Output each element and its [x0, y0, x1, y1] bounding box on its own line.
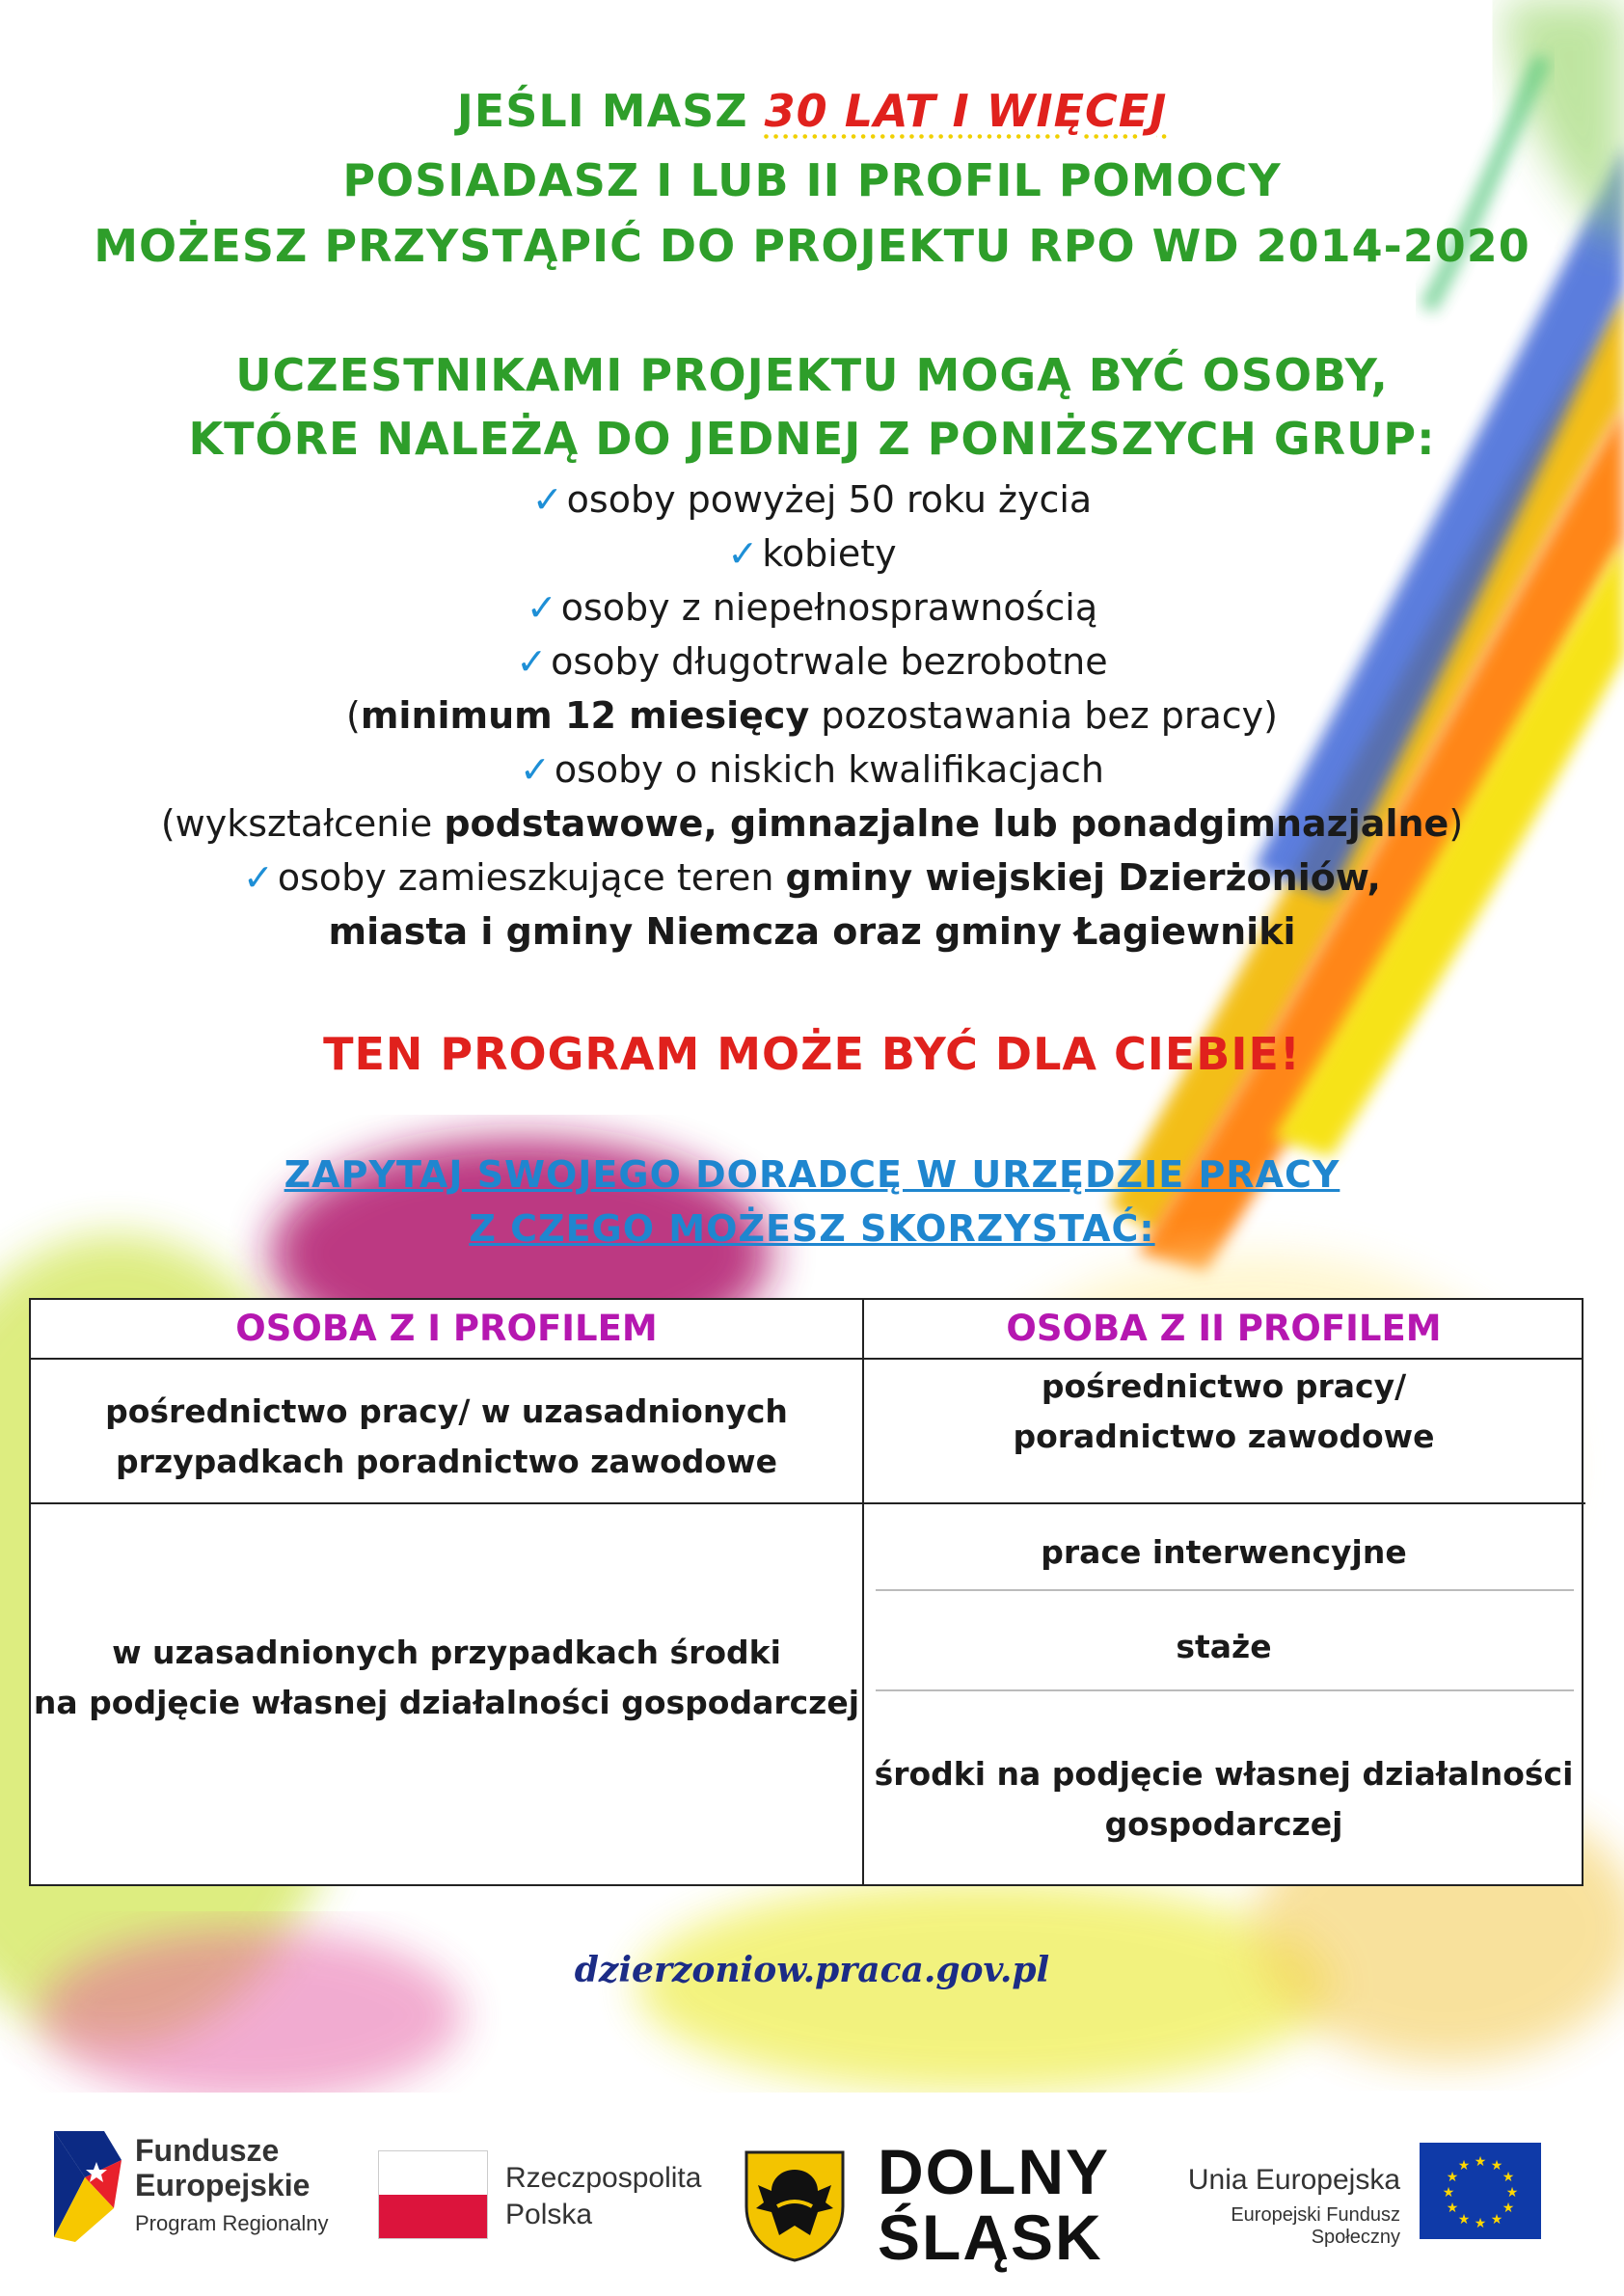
dolny-slask-text: DOLNY ŚLĄSK — [878, 2136, 1110, 2273]
svg-text:★: ★ — [1490, 2212, 1503, 2228]
svg-text:★: ★ — [1446, 2170, 1459, 2185]
svg-text:★: ★ — [1490, 2158, 1503, 2174]
participants-line-2: KTÓRE NALEŻĄ DO JEDNEJ Z PONIŻSZYCH GRUP: — [188, 413, 1436, 465]
dolny-slask-eagle-crest-icon — [743, 2148, 847, 2262]
group-item-low-qualifications: ✓ osoby o niskich kwalifikacjach — [520, 748, 1104, 791]
header-line-2: POSIADASZ I LUB II PROFIL POMOCY — [342, 154, 1282, 206]
check-icon: ✓ — [516, 640, 548, 683]
header-line-3: MOŻESZ PRZYSTĄPIĆ DO PROJEKTU RPO WD 2014-2020 — [94, 220, 1530, 272]
check-icon: ✓ — [727, 532, 759, 575]
profile-table — [29, 1298, 1583, 1886]
group-item-residents-line-2: miasta i gminy Niemcza oraz gminy Łagiewniki — [328, 910, 1296, 953]
check-icon: ✓ — [526, 586, 557, 629]
profile-1-cell-business-funds: w uzasadnionych przypadkach środki na podjęcie własnej działalności gospodarczej — [33, 1634, 860, 1721]
ask-advisor-line-2: Z CZEGO MOŻESZ SKORZYSTAĆ: — [469, 1207, 1155, 1250]
check-icon: ✓ — [243, 856, 274, 899]
header-line-1 — [0, 85, 1624, 137]
check-icon: ✓ — [520, 748, 551, 791]
svg-text:★: ★ — [1474, 2154, 1487, 2170]
svg-text:★: ★ — [1446, 2201, 1459, 2216]
fundusze-europejskie-text: Fundusze Europejskie Program Regionalny — [135, 2133, 329, 2235]
table-sub-divider — [876, 1689, 1574, 1691]
svg-text:★: ★ — [1457, 2158, 1471, 2174]
group-item-disability: ✓ osoby z niepełnosprawnością — [526, 586, 1098, 629]
profile-2-cell-intervention-work: prace interwencyjne — [1041, 1533, 1407, 1571]
call-to-action: TEN PROGRAM MOŻE BYĆ DLA CIEBIE! — [323, 1028, 1301, 1080]
svg-text:★: ★ — [1474, 2216, 1487, 2231]
ask-advisor-line-1: ZAPYTAJ SWOJEGO DORADCĘ W URZĘDZIE PRACY — [284, 1153, 1340, 1196]
profile-2-cell-internships: staże — [1176, 1628, 1272, 1665]
table-row-divider — [864, 1502, 1585, 1504]
column-header-profile-2: OSOBA Z II PROFILEM — [1006, 1308, 1442, 1349]
group-item-education-note: (wykształcenie podstawowe, gimnazjalne lub ponadgimnazjalne) — [160, 802, 1464, 845]
svg-text:★: ★ — [1505, 2185, 1519, 2201]
eu-flag-icon — [1420, 2143, 1541, 2239]
group-item-long-term-note: (minimum 12 miesięcy pozostawania bez pracy) — [346, 694, 1278, 737]
svg-text:★: ★ — [1502, 2170, 1515, 2185]
website-link[interactable]: dzierzoniow.praca.gov.pl — [574, 1950, 1050, 1990]
fundusze-europejskie-logo-icon — [46, 2121, 129, 2247]
age-highlight: 30 LAT I WIĘCEJ — [764, 85, 1168, 137]
header-prefix: JEŚLI MASZ — [456, 85, 765, 137]
group-item-women: ✓ kobiety — [727, 532, 897, 575]
group-item-age: ✓ osoby powyżej 50 roku życia — [531, 478, 1093, 521]
profile-1-cell-mediation: pośrednictwo pracy/ w uzasadnionych przypadkach poradnictwo zawodowe — [105, 1392, 788, 1480]
polish-flag-icon — [378, 2150, 488, 2239]
check-icon: ✓ — [531, 478, 563, 521]
table-header-divider — [31, 1358, 1582, 1360]
profile-2-cell-mediation: pośrednictwo pracy/ poradnictwo zawodowe — [1013, 1367, 1435, 1455]
svg-text:★: ★ — [1457, 2212, 1471, 2228]
svg-text:★: ★ — [1502, 2201, 1515, 2216]
table-sub-divider — [876, 1589, 1574, 1591]
svg-text:★: ★ — [1442, 2185, 1455, 2201]
unia-europejska-text: Unia Europejska Europejski Fundusz Społeczny — [1187, 2164, 1400, 2248]
table-row-divider — [31, 1502, 862, 1504]
group-item-residents: ✓ osoby zamieszkujące teren gminy wiejskiej Dzierżoniów, — [243, 856, 1381, 899]
participants-line-1: UCZESTNIKAMI PROJEKTU MOGĄ BYĆ OSOBY, — [235, 349, 1389, 401]
rzeczpospolita-polska-text: Rzeczpospolita Polska — [505, 2162, 702, 2230]
profile-2-cell-business-funds: środki na podjęcie własnej działalności gospodarczej — [874, 1755, 1574, 1843]
column-header-profile-1: OSOBA Z I PROFILEM — [235, 1308, 658, 1349]
group-item-long-term-unemployed: ✓ osoby długotrwale bezrobotne — [516, 640, 1108, 683]
